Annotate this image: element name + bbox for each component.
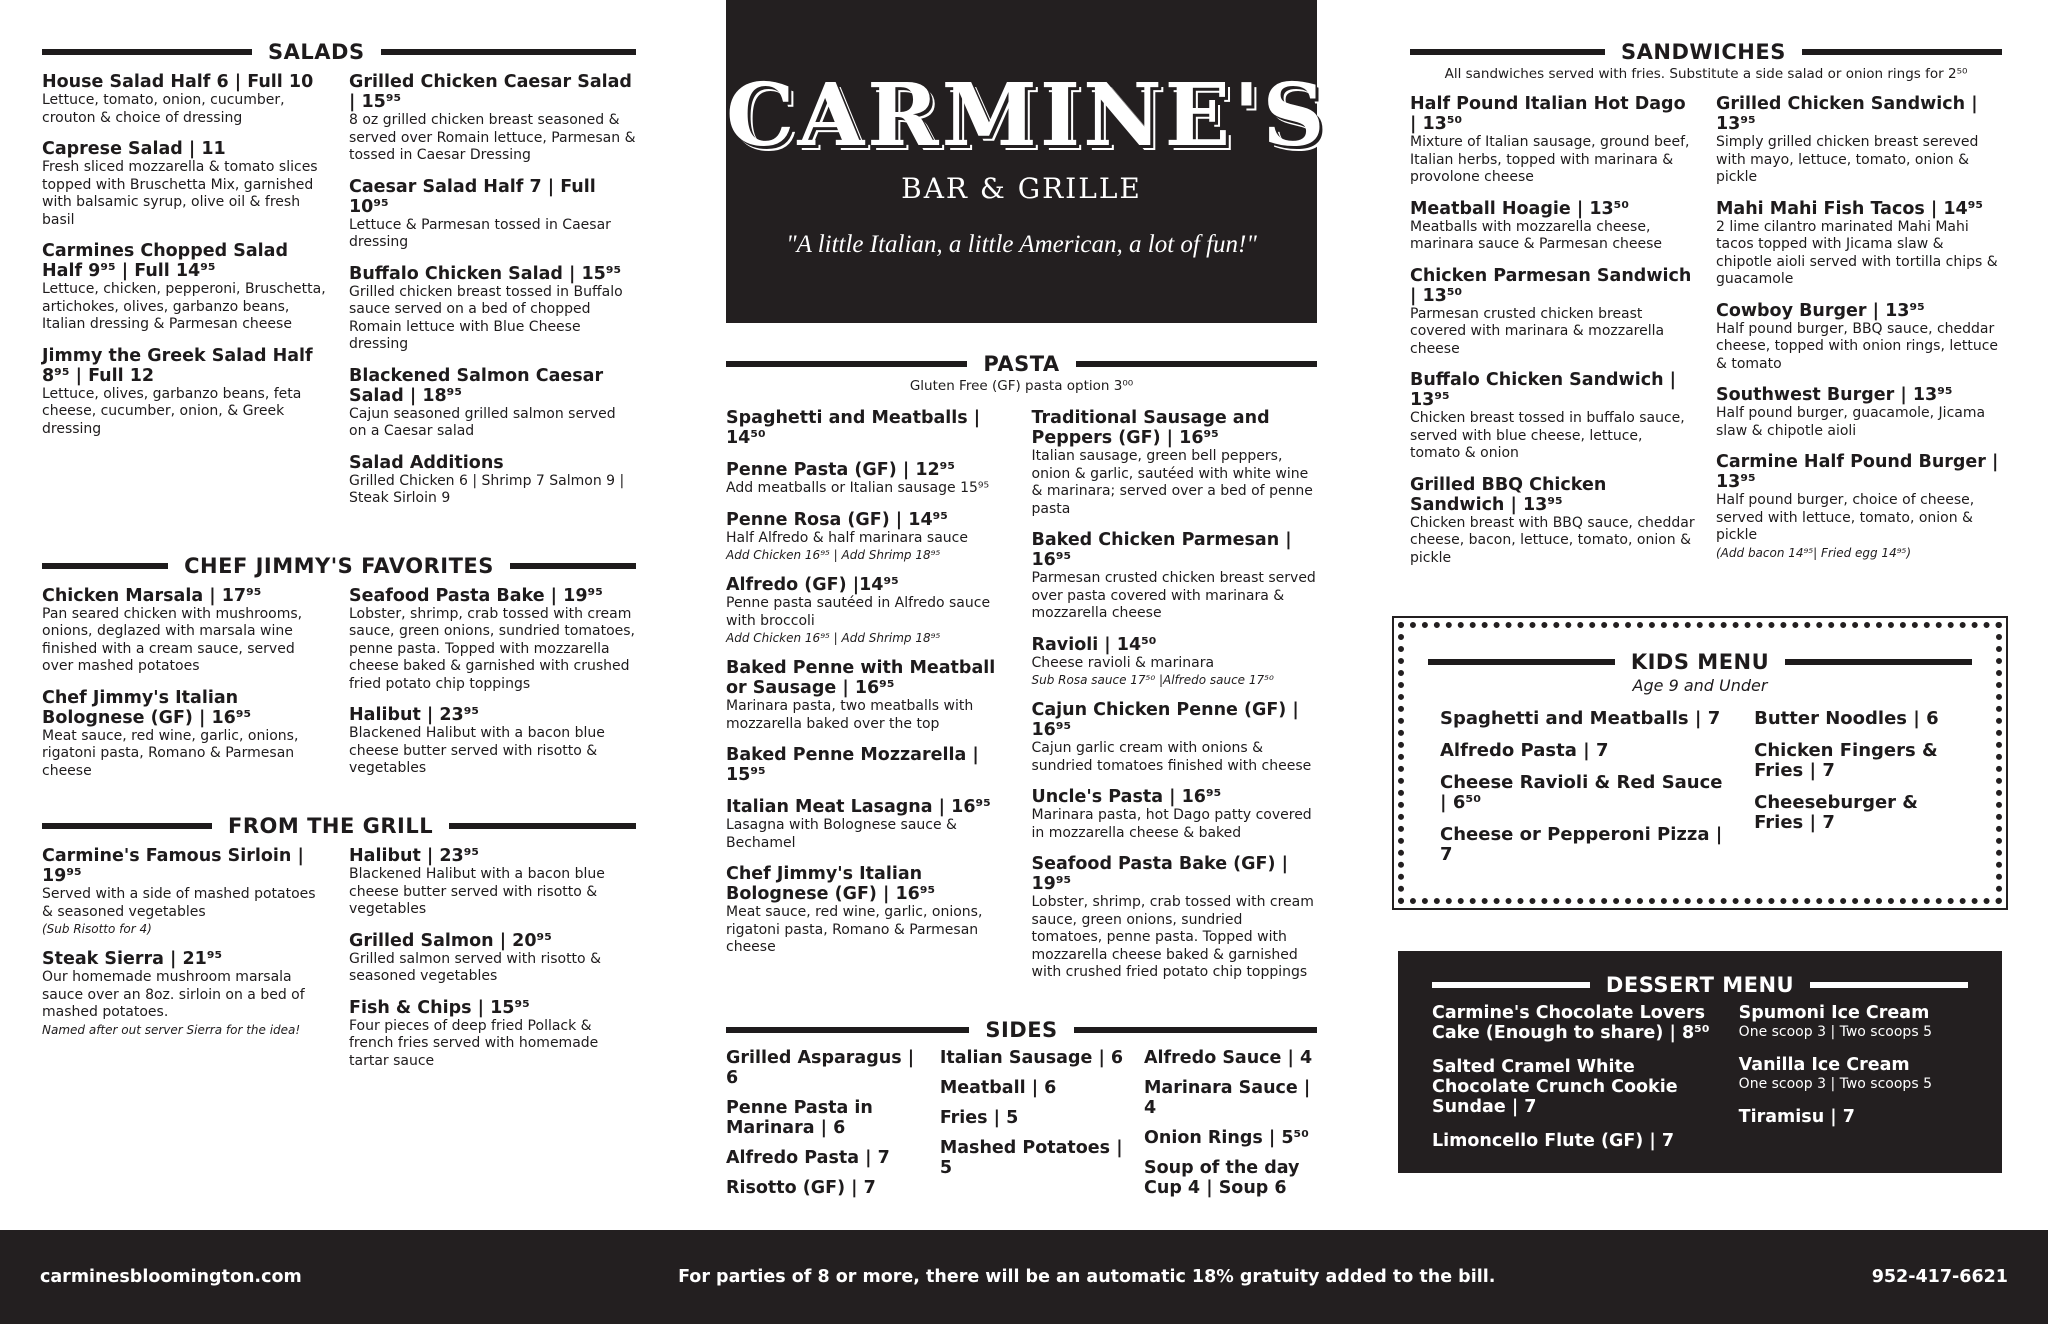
favorites-right-list [349,586,636,793]
side-item: Grilled Asparagus | 6 [726,1048,915,1088]
menu-item-name: Cowboy Burger | 13⁹⁵ [1716,300,1925,321]
dessert-item-name: Spumoni Ice Cream [1738,1003,1930,1023]
dessert-list [1432,1003,1968,1165]
menu-item-note: (Add bacon 14⁹⁵| Fried egg 14⁹⁵) [1716,545,1912,560]
menu-item-name: Baked Penne with Meatball or Sausage | 16⁹⁵ [726,658,996,698]
menu-item-description: Chicken breast with BBQ sauce, cheddar cheese, bacon, lettuce, tomato, onion & pickle [1410,514,1695,566]
sandwiches-right-list [1716,94,2002,579]
grill-title: FROM THE GRILL [228,814,434,838]
side-item: Alfredo Pasta | 7 [726,1148,890,1168]
pasta-title: PASTA [983,352,1060,376]
menu-item-note: Named after out server Sierra for the idea! [42,1022,301,1037]
menu-item-description: Mixture of Italian sausage, ground beef, Italian herbs, topped with marinara & provolone cheese [1410,134,1690,185]
menu-item [42,586,329,676]
sides-col-2 [940,1048,1132,1208]
menu-item-name: Buffalo Chicken Sandwich | 13⁹⁵ [1410,370,1677,410]
menu-item [1032,787,1318,842]
kids-right-list [1754,709,1960,877]
menu-item [726,745,1012,785]
pasta-header [726,352,1317,376]
favorites-header [42,554,636,578]
menu-item-description: 2 lime cilantro marinated Mahi Mahi tacos topped with Jicama slaw & chipotle aioli served with tortilla chips & guacamole [1716,218,1998,287]
menu-item-description: Lettuce & Parmesan tossed in Caesar dressing [349,216,611,250]
menu-item-note: Add Chicken 16⁹⁵ | Add Shrimp 18⁹⁵ [726,548,941,562]
menu-item [1410,475,1696,568]
sandwiches-note: All sandwiches served with fries. Substitute a side salad or onion rings for 2⁵⁰ [1444,66,1968,82]
menu-item [349,177,636,252]
menu-item-name: Spaghetti and Meatballs | 7 [1440,708,1721,729]
side-item: Risotto (GF) | 7 [726,1178,876,1198]
sandwiches-title: SANDWICHES [1621,40,1786,64]
menu-item-name: Cheese Ravioli & Red Sauce | 6⁵⁰ [1440,772,1723,813]
menu-item-description: Lettuce, chicken, pepperoni, Bruschetta, artichokes, olives, garbanzo beans, Italian dressing & Parmesan cheese [42,281,326,332]
menu-item-description: Penne pasta sautéed in Alfredo sauce with broccoli [726,595,991,629]
menu-item [349,366,636,441]
menu-item [42,241,329,334]
sides-list [726,1048,1317,1208]
menu-item-name: Carmine Half Pound Burger | 13⁹⁵ [1716,452,1999,492]
sides-title: SIDES [985,1018,1058,1042]
dessert-left-list [1432,1003,1719,1165]
menu-item-name: Uncle's Pasta | 16⁹⁵ [1031,787,1222,807]
pasta-note: Gluten Free (GF) pasta option 3⁰⁰ [909,378,1134,394]
menu-item-name: Alfredo (GF) |14⁹⁵ [726,575,899,595]
favorites-list [42,586,636,793]
menu-item-name: Cheese or Pepperoni Pizza | 7 [1440,824,1723,865]
menu-item-name: Salad Additions [349,452,504,473]
menu-item-name: Southwest Burger | 13⁹⁵ [1716,385,1953,405]
kids-header [1428,650,1972,674]
dessert-item [1739,1107,1968,1127]
salads-title: SALADS [268,40,365,64]
dessert-item-name: Limoncello Flute (GF) | 7 [1432,1131,1675,1151]
salads-header [42,40,636,64]
logo-block [726,0,1328,323]
side-item: Meatball | 6 [939,1078,1057,1098]
menu-item [349,72,636,165]
menu-item-name: Fish & Chips | 15⁹⁵ [349,997,530,1018]
menu-item [726,658,1012,733]
dessert-item-name: Carmine's Chocolate Lovers Cake (Enough to share) | 8⁵⁰ [1432,1003,1710,1043]
menu-item-description: Four pieces of deep fried Pollack & french fries served with homemade tartar sauce [349,1017,599,1069]
menu-item-name: Meatball Hoagie | 13⁵⁰ [1410,198,1630,219]
center-column [726,352,1317,1198]
menu-item-name: Grilled BBQ Chicken Sandwich | 13⁹⁵ [1410,474,1607,515]
kids-list [1428,709,1972,877]
brand-tagline: "A little Italian, a little American, a lot of fun!" [786,231,1257,258]
menu-item [726,510,1012,564]
menu-item-description: Lobster, shrimp, crab tossed with cream sauce, green onions, sundried tomatoes, penne pasta. Topped with mozzarella cheese baked & garnished with crushed fried potato chip toppings [349,605,636,692]
menu-item-description: Grilled salmon served with risotto & seasoned vegetables [349,950,601,984]
menu-item-description: Grilled chicken breast tossed in Buffalo sauce served on a bed of chopped Romain lettuce with Blue Cheese dressing [349,283,623,352]
pasta-list [726,408,1317,994]
kids-menu-box [1398,622,2002,904]
menu-item-name: Carmine's Famous Sirloin | 19⁹⁵ [42,846,304,886]
right-column [1410,40,2002,579]
menu-item-note: Add Chicken 16⁹⁵ | Add Shrimp 18⁹⁵ [726,631,941,645]
favorites-left-list [42,586,329,793]
menu-item-description: Meatballs with mozzarella cheese, marinara sauce & Parmesan cheese [1410,218,1663,252]
menu-item [349,998,636,1071]
side-item: Penne Pasta in Marinara | 6 [726,1098,873,1138]
menu-item-name: Carmines Chopped Salad Half 9⁹⁵ | Full 14⁹⁵ [42,241,288,281]
gratuity-note: For parties of 8 or more, there will be an automatic 18% gratuity added to the bill. [678,1267,1496,1287]
menu-item-name: Chicken Marsala | 17⁹⁵ [42,585,262,606]
kids-left-list [1440,709,1734,877]
menu-item [349,453,636,508]
menu-item-name: Grilled Chicken Caesar Salad | 15⁹⁵ [349,72,632,112]
menu-item [349,264,636,354]
menu-item [42,72,329,127]
menu-item-description: Cajun garlic cream with onions & sundried tomatoes finished with cheese [1031,740,1312,774]
sides-header [726,1018,1317,1042]
menu-item-note: (Sub Risotto for 4) [42,922,152,936]
menu-item-name: Seafood Pasta Bake (GF) | 19⁹⁵ [1031,854,1288,894]
menu-item-description: Grilled Chicken 6 | Shrimp 7 Salmon 9 | Steak Sirloin 9 [349,472,625,506]
menu-item [42,949,329,1038]
menu-item-description: Add meatballs or Italian sausage 15⁹⁵ [726,480,990,496]
menu-item [1410,199,1696,254]
salads-list [42,72,636,520]
grill-header [42,814,636,838]
menu-item-name: Steak Sierra | 21⁹⁵ [42,949,223,969]
side-item: Italian Sausage | 6 [939,1048,1124,1068]
dessert-item [1739,1055,1968,1093]
kids-note: Age 9 and Under [1632,676,1768,695]
menu-item-description: Lettuce, olives, garbanzo beans, feta cheese, cucumber, onion, & Greek dressing [42,385,302,437]
menu-item-description: Italian sausage, green bell peppers, onion & garlic, sautéed with white wine & marinara; served over a bed of penne pasta [1031,448,1313,517]
sandwiches-header [1410,40,2002,64]
menu-item-description: Served with a side of mashed potatoes & seasoned vegetables [42,886,316,920]
menu-item-name: Penne Rosa (GF) | 14⁹⁵ [726,509,948,530]
dessert-item [1432,1003,1719,1043]
website-link[interactable]: carminesbloomington.com [40,1267,302,1287]
menu-item-description: Cheese ravioli & marinara [1031,654,1215,671]
menu-item-description: Meat sauce, red wine, garlic, onions, rigatoni pasta, Romano & Parmesan cheese [726,904,983,955]
menu-item-name: Chef Jimmy's Italian Bolognese (GF) | 16⁹⁵ [726,864,936,904]
menu-item-description: Cajun seasoned grilled salmon served on a Caesar salad [349,405,616,439]
grill-list [42,846,636,1082]
menu-item-description: 8 oz grilled chicken breast seasoned & served over Romain lettuce, Parmesan & tossed in Caesar Dressing [349,112,636,163]
phone-number[interactable]: 952-417-6621 [1871,1267,2008,1287]
side-item: Marinara Sauce | 4 [1144,1078,1311,1118]
menu-item-name: Butter Noodles | 6 [1754,708,1939,729]
favorites-title: CHEF JIMMY'S FAVORITES [184,553,494,578]
menu-item [1032,854,1318,982]
sides-col-3 [1144,1048,1317,1208]
dessert-item-name: Tiramisu | 7 [1738,1107,1855,1127]
pasta-left-list [726,408,1012,994]
menu-item-description: Our homemade mushroom marsala sauce over an 8oz. sirloin on a bed of mashed potatoes. [42,969,305,1020]
menu-item [42,346,329,439]
menu-item-name: Alfredo Pasta | 7 [1440,740,1609,761]
menu-item-name: Seafood Pasta Bake | 19⁹⁵ [349,585,603,606]
dessert-item-name: Vanilla Ice Cream [1738,1055,1910,1075]
sides-col-1 [726,1048,928,1208]
menu-item-name: Mahi Mahi Fish Tacos | 14⁹⁵ [1716,198,1984,219]
salads-right-list [349,72,636,520]
grill-left-list [42,846,329,1082]
menu-item [42,688,329,781]
menu-item-description: Pan seared chicken with mushrooms, onions, deglazed with marsala wine finished with a cream sauce, served over mashed potatoes [42,605,303,674]
sandwiches-left-list [1410,94,1696,579]
menu-item [726,575,1012,646]
menu-item-description: Parmesan crusted chicken breast covered with marinara & mozzarella cheese [1410,305,1665,357]
dessert-item-description: One scoop 3 | Two scoops 5 [1738,1076,1932,1092]
menu-item-name: Cheeseburger & Fries | 7 [1754,792,1918,833]
dessert-item [1432,1131,1719,1151]
side-item: Soup of the day Cup 4 | Soup 6 [1144,1158,1300,1198]
menu-item [726,460,1012,498]
menu-item-description: Blackened Halibut with a bacon blue cheese butter served with risotto & vegetables [349,866,605,917]
menu-item [1032,408,1318,518]
menu-item [1410,94,1696,187]
dessert-item [1432,1057,1719,1117]
menu-item-name: Italian Meat Lasagna | 16⁹⁵ [726,797,991,817]
menu-item-name: Chef Jimmy's Italian Bolognese (GF) | 16⁹⁵ [42,687,252,728]
menu-item [42,846,329,937]
menu-item-name: Penne Pasta (GF) | 12⁹⁵ [726,460,955,480]
kids-title: KIDS MENU [1630,650,1770,674]
menu-item-description: Half pound burger, guacamole, Jicama slaw & chipotle aioli [1716,405,1986,439]
menu-item-description: Marinara pasta, two meatballs with mozzarella baked over the top [726,698,974,732]
menu-item [349,846,636,919]
menu-item-name: Half Pound Italian Hot Dago | 13⁵⁰ [1410,94,1686,134]
menu-item [1032,530,1318,623]
menu-item-description: Parmesan crusted chicken breast served over pasta covered with marinara & mozzarella cheese [1031,570,1316,621]
menu-item [726,864,1012,957]
menu-item [1716,385,2002,440]
menu-item [349,705,636,778]
menu-item-name: Halibut | 23⁹⁵ [349,705,480,725]
dessert-item-name: Salted Cramel White Chocolate Crunch Cookie Sundae | 7 [1432,1057,1678,1117]
menu-item [726,408,1012,448]
dessert-menu-box [1398,951,2002,1173]
dessert-item-description: One scoop 3 | Two scoops 5 [1738,1024,1932,1040]
menu-item-name: Buffalo Chicken Salad | 15⁹⁵ [349,263,622,284]
brand-subtitle: BAR & GRILLE [901,172,1142,205]
menu-item-description: Marinara pasta, hot Dago patty covered in mozzarella cheese & baked [1031,807,1312,841]
grill-right-list [349,846,636,1082]
menu-item-name: Grilled Salmon | 20⁹⁵ [349,930,552,951]
dessert-title: DESSERT MENU [1605,973,1795,997]
menu-item [1716,301,2002,374]
menu-item-description: Half pound burger, BBQ sauce, cheddar cheese, topped with onion rings, lettuce & tomato [1716,320,1999,372]
menu-item-name: Blackened Salmon Caesar Salad | 18⁹⁵ [349,365,604,406]
dessert-item [1739,1003,1968,1041]
brand-logo: CARMINE'S [726,65,1328,166]
menu-item-description: Simply grilled chicken breast sereved with mayo, lettuce, tomato, onion & pickle [1716,134,1979,185]
menu-item [349,586,636,694]
menu-item [349,931,636,986]
menu-item-description: Lasagna with Bolognese sauce & Bechamel [726,817,957,851]
menu-item-note: Sub Rosa sauce 17⁵⁰ |Alfredo sauce 17⁵⁰ [1031,673,1274,687]
menu-item-name: Jimmy the Greek Salad Half 8⁹⁵ | Full 12 [42,345,313,386]
salads-left-list [42,72,329,520]
menu-item-description: Meat sauce, red wine, garlic, onions, rigatoni pasta, Romano & Parmesan cheese [42,727,299,779]
menu-item-description: Chicken breast tossed in buffalo sauce, served with blue cheese, lettuce, tomato & onion [1410,410,1685,461]
menu-item-name: Caprese Salad | 11 [42,139,226,159]
dessert-right-list [1739,1003,1968,1165]
menu-item [726,797,1012,852]
menu-item [1716,94,2002,187]
menu-item-description: Fresh sliced mozzarella & tomato slices topped with Bruschetta Mix, garnished with balsamic syrup, olive oil & fresh basil [42,159,318,228]
menu-item-name: Traditional Sausage and Peppers (GF) | 16⁹⁵ [1031,408,1270,448]
menu-item-name: Cajun Chicken Penne (GF) | 16⁹⁵ [1031,700,1299,740]
menu-item-name: Ravioli | 14⁵⁰ [1031,634,1157,655]
menu-item [1032,635,1318,689]
menu-item-name: Halibut | 23⁹⁵ [349,846,480,866]
sandwiches-list [1410,94,2002,579]
menu-item [42,139,329,229]
menu-item-name: Chicken Parmesan Sandwich | 13⁵⁰ [1410,265,1692,306]
menu-item-description: Blackened Halibut with a bacon blue cheese butter served with risotto & vegetables [349,725,605,776]
menu-item-description: Lobster, shrimp, crab tossed with cream sauce, green onions, sundried tomatoes, penne pasta. Topped with mozzarella cheese baked & garnished with crushed fried potato chip toppings [1031,894,1314,980]
menu-item [1716,452,2002,561]
side-item: Alfredo Sauce | 4 [1144,1048,1313,1068]
menu-item [1410,266,1696,359]
menu-item-name: House Salad Half 6 | Full 10 [42,72,314,92]
menu-item-name: Spaghetti and Meatballs | 14⁵⁰ [726,408,981,448]
menu-item-name: Chicken Fingers & Fries | 7 [1754,740,1938,781]
menu-item-name: Caesar Salad Half 7 | Full 10⁹⁵ [349,176,596,217]
left-column [42,40,636,1082]
menu-item [1410,370,1696,463]
side-item: Fries | 5 [939,1108,1019,1128]
menu-item-name: Grilled Chicken Sandwich | 13⁹⁵ [1716,94,1978,134]
side-item: Mashed Potatoes | 5 [939,1138,1123,1178]
menu-item-description: Half pound burger, choice of cheese, served with lettuce, tomato, onion & pickle [1716,492,1975,543]
menu-item-description: Lettuce, tomato, onion, cucumber, crouton & choice of dressing [42,92,285,126]
side-item: Onion Rings | 5⁵⁰ [1144,1128,1309,1148]
menu-item-name: Baked Penne Mozzarella | 15⁹⁵ [726,745,979,785]
menu-item [1032,700,1318,775]
menu-item-description: Half Alfredo & half marinara sauce [726,529,968,546]
menu-item-name: Baked Chicken Parmesan | 16⁹⁵ [1031,530,1292,570]
dessert-header [1432,973,1968,997]
pasta-right-list [1032,408,1318,994]
footer [0,1230,2048,1324]
menu-item [1716,199,2002,289]
